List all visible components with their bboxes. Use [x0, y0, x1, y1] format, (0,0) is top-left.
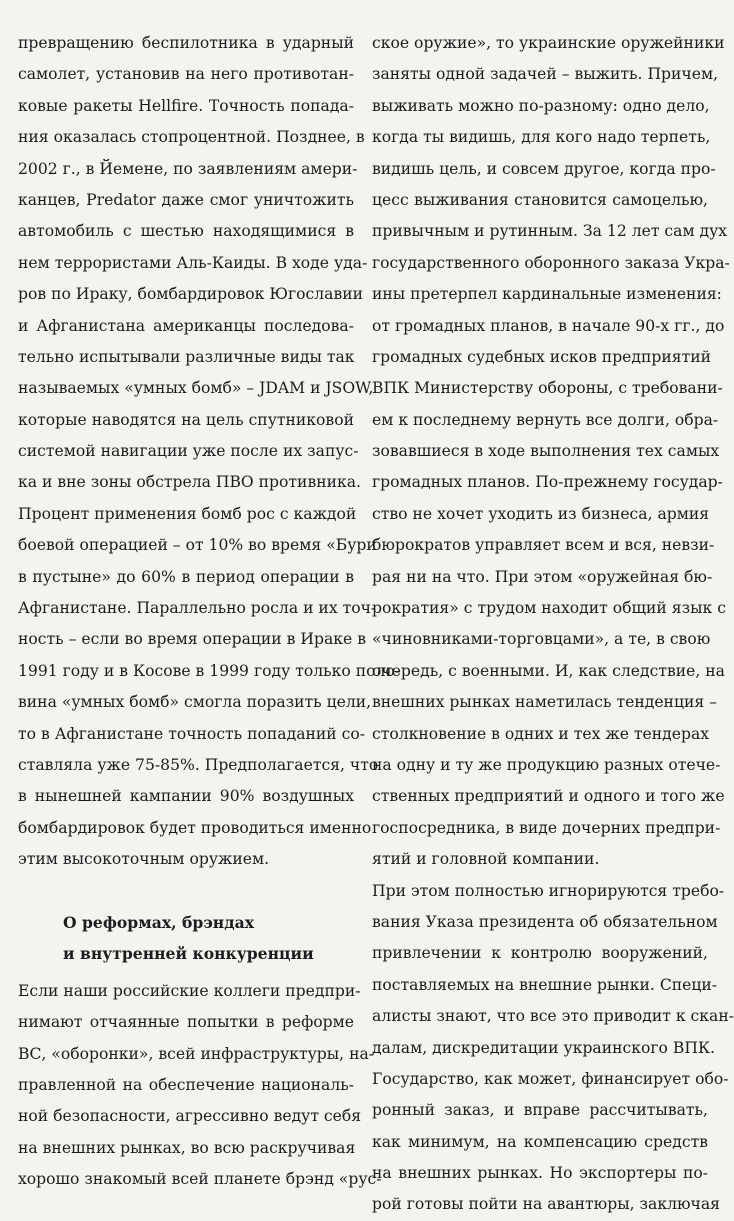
text-line: на одну и ту же продукцию разных отече-	[372, 755, 721, 774]
text-line: «чиновниками-торговцами», а те, в свою	[372, 630, 711, 649]
text-line: бомбардировок будет проводиться именно	[18, 818, 372, 837]
text-line: то в Афганистане точность попаданий со-	[18, 724, 366, 743]
text-line: государственного оборонного заказа Укра-	[372, 253, 730, 272]
text-line: заняты одной задачей – выжить. Причем,	[372, 65, 719, 84]
text-line: ковые ракеты Hellfire. Точность попада-	[18, 96, 354, 115]
text-line: хорошо знакомый всей планете брэнд «рус-	[18, 1170, 382, 1189]
text-line: ВПК Министерству обороны, с требовани-	[372, 379, 723, 398]
text-line: нимают отчаянные попытки в реформе	[18, 1013, 354, 1032]
text-line: превращению беспилотника в ударный	[18, 34, 354, 52]
text-line: ставляла уже 75-85%. Предполагается, что	[18, 755, 379, 774]
text-line: ятий и головной компании.	[372, 850, 600, 869]
text-line: вания Указа президента об обязательном	[372, 912, 718, 931]
text-line: 1991 году и в Косове в 1999 году только поло-	[18, 661, 401, 680]
text-line: ров по Ираку, бомбардировок Югославии	[18, 285, 364, 304]
text-line: автомобиль с шестью находящимися в	[18, 222, 354, 241]
spacer	[18, 876, 354, 907]
text-line: госпосредника, в виде дочерних предпри-	[372, 818, 721, 837]
text-line: Процент применения бомб рос с каждой	[18, 504, 357, 523]
text-line: рократия» с трудом находит общий язык с	[372, 599, 726, 618]
text-line: алисты знают, что все это приводит к скан-	[372, 1007, 734, 1026]
text-line: далам, дискредитации украинского ВПК.	[372, 1038, 715, 1057]
text-line: рая ни на что. При этом «оружейная бю-	[372, 567, 713, 586]
text-line: зовавшиеся в ходе выполнения тех самых	[372, 442, 720, 461]
text-line: называемых «умных бомб» – JDAM и JSOW,	[18, 379, 374, 398]
text-line: При этом полностью игнорируются требо-	[372, 881, 725, 900]
text-line: канцев, Predator даже смог уничтожить	[18, 190, 354, 209]
text-line: ной безопасности, агрессивно ведут себя	[18, 1107, 362, 1126]
text-line: вина «умных бомб» смогла поразить цели,	[18, 693, 372, 712]
text-line: поставляемых на внешние рынки. Специ-	[372, 975, 718, 994]
text-line: и Афганистана американцы последова-	[18, 316, 354, 335]
text-line: на внешних рынках, во всю раскручивая	[18, 1138, 356, 1157]
text-line: когда ты видишь, для кого надо терпеть,	[372, 128, 711, 147]
text-line: столкновение в одних и тех же тендерах	[372, 724, 710, 743]
text-line: системой навигации уже после их запус-	[18, 442, 359, 461]
text-line: Если наши российские коллеги предпри-	[18, 981, 361, 1000]
right-paragraph-2	[372, 876, 734, 1221]
text-line: ское оружие», то украинские оружейники	[372, 34, 725, 52]
text-line: ронный заказ, и вправе рассчитывать,	[372, 1101, 708, 1120]
text-line: 2002 г., в Йемене, по заявлениям амери-	[18, 159, 358, 178]
text-line: ем к последнему вернуть все долги, обра-	[372, 410, 719, 429]
text-line: Государство, как может, финансирует обо-	[372, 1069, 729, 1088]
text-line: рой готовы пойти на авантюры, заключая	[372, 1195, 720, 1214]
text-line: Афганистане. Параллельно росла и их точ-	[18, 599, 377, 618]
left-column	[18, 28, 401, 1195]
text-line: которые наводятся на цель спутниковой	[18, 410, 354, 429]
text-line: на внешних рынках. Но экспортеры по-	[372, 1164, 708, 1183]
text-line: ния оказалась стопроцентной. Позднее, в	[18, 128, 365, 147]
text-line: очередь, с военными. И, как следствие, на	[372, 661, 725, 680]
text-line: цесс выживания становится самоцелью,	[372, 190, 708, 209]
text-line: тельно испытывали различные виды так	[18, 347, 355, 366]
heading-line: О реформах, брэндах	[63, 912, 255, 932]
text-line: ины претерпел кардинальные изменения:	[372, 285, 722, 304]
text-line: ство не хочет уходить из бизнеса, армия	[372, 504, 710, 523]
text-line: как минимум, на компенсацию средств	[372, 1132, 708, 1151]
text-line: в нынешней кампании 90% воздушных	[18, 787, 354, 806]
heading-line: и внутренней конкуренции	[63, 944, 314, 964]
text-line: громадных судебных исков предприятий	[372, 347, 712, 366]
text-line: привычным и рутинным. За 12 лет сам дух	[372, 222, 728, 241]
text-line: нем террористами Аль-Каиды. В ходе уда-	[18, 253, 368, 272]
text-line: самолет, установив на него противотан-	[18, 65, 354, 84]
text-line: правленной на обеспечение националь-	[18, 1075, 354, 1094]
text-line: ственных предприятий и одного и того же	[372, 787, 725, 806]
text-line: ка и вне зоны обстрела ПВО противника.	[18, 473, 362, 492]
left-paragraph-1	[18, 28, 401, 876]
text-line: видишь цель, и совсем другое, когда про-	[372, 159, 716, 178]
text-line: привлечении к контролю вооружений,	[372, 944, 708, 963]
left-paragraph-2	[18, 976, 382, 1196]
text-line: внешних рынках наметилась тенденция –	[372, 693, 717, 712]
text-line: ВС, «оборонки», всей инфраструктуры, на-	[18, 1044, 375, 1063]
text-line: этим высокоточным оружием.	[18, 850, 270, 869]
section-heading	[18, 907, 354, 970]
right-paragraph-1	[372, 28, 730, 876]
text-line: ность – если во время операции в Ираке в	[18, 630, 366, 649]
text-line: в пустыне» до 60% в период операции в	[18, 567, 354, 586]
text-line: бюрократов управляет всем и вся, невзи-	[372, 536, 715, 555]
text-line: боевой операцией – от 10% во время «Бури	[18, 536, 377, 555]
text-line: выживать можно по-разному: одно дело,	[372, 96, 710, 115]
right-column	[372, 28, 734, 1221]
text-line: громадных планов. По-прежнему государ-	[372, 473, 723, 492]
text-line: от громадных планов, в начале 90-х гг., до	[372, 316, 725, 335]
